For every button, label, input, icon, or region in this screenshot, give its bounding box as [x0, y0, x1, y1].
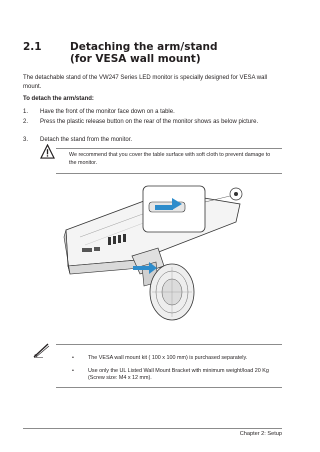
- note-text: Use only the UL Listed Wall Mount Bracket with minimum weight/load 20 Kg (Screw size: M4 x 12 mm).: [88, 368, 269, 382]
- note-text: The VESA wall mount kit ( 100 x 100 mm) is purchased separately.: [88, 355, 248, 361]
- warning-triangle-icon: [40, 144, 55, 159]
- procedure-subheading: To detach the arm/stand:: [23, 96, 94, 102]
- section-number: 2.1: [23, 41, 42, 53]
- section-title-line-1: Detaching the arm/stand: [70, 41, 218, 53]
- stand-detach-illustration: [60, 182, 250, 322]
- step-number: 1.: [23, 109, 29, 115]
- pencil-note-icon: [33, 342, 51, 358]
- step-text: Detach the stand from the monitor.: [40, 137, 133, 143]
- section-title-line-2: (for VESA wall mount): [70, 53, 201, 65]
- page-footer: Chapter 2: Setup: [239, 431, 282, 437]
- step-text: Press the plastic release button on the rear of the monitor shows as below picture.: [40, 119, 259, 125]
- bullet: •: [72, 355, 74, 361]
- notes-bottom-rule: [56, 387, 282, 388]
- intro-paragraph: The detachable stand of the VW247 Series LED monitor is specially designed for VESA wall mount.: [23, 75, 268, 90]
- warning-text: We recommend that you cover the table surface with soft cloth to prevent damage to the monitor.: [69, 152, 271, 166]
- step-number: 3.: [23, 137, 29, 143]
- step-text: Have the front of the monitor face down on a table.: [40, 109, 175, 115]
- warning-top-rule: [56, 148, 282, 149]
- bullet: •: [72, 368, 74, 374]
- warning-bottom-rule: [56, 173, 282, 174]
- step-number: 2.: [23, 119, 29, 125]
- footer-rule: [23, 428, 282, 429]
- notes-top-rule: [56, 344, 282, 345]
